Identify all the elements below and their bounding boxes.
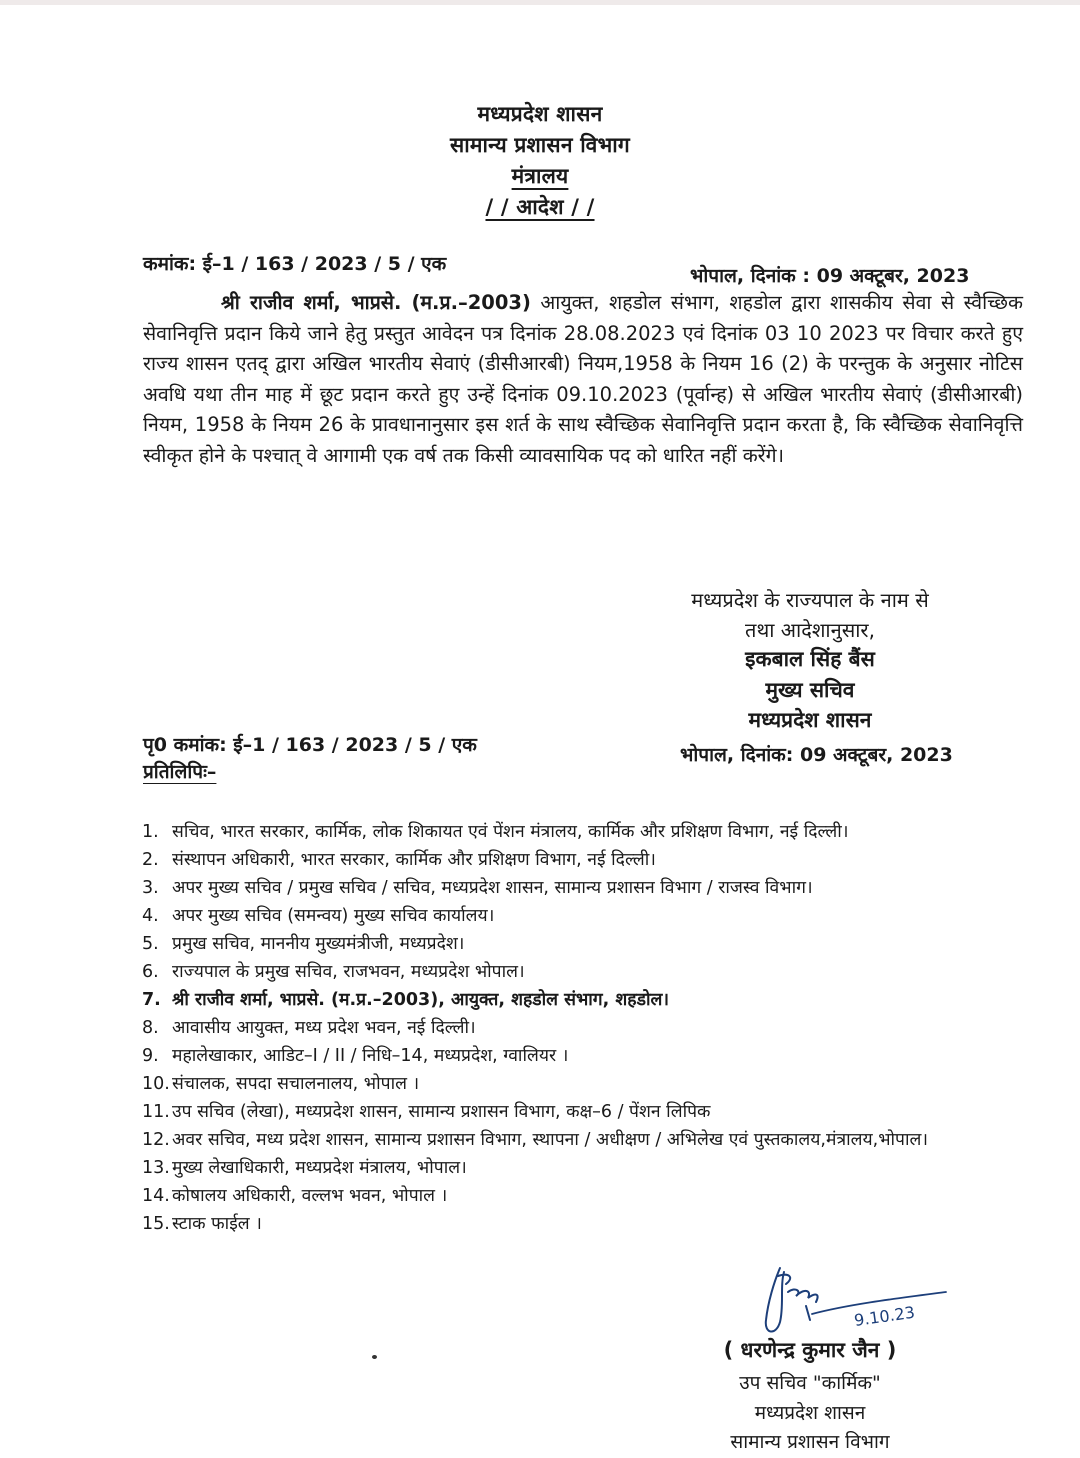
copy-list-item-number: 8. (142, 1018, 159, 1038)
header-ministry: मंत्रालय (511, 164, 569, 188)
authority-line2: तथा आदेशानुसार, (745, 618, 875, 642)
signatory-name: ( धरणेन्द्र कुमार जैन ) (723, 1338, 897, 1362)
copy-list-item-text: अवर सचिव, मध्य प्रदेश शासन, सामान्य प्रशासन विभाग, स्थापना / अधीक्षण / अभिलेख एवं पुस्तकालय,मंत्रालय,भोपाल। (172, 1130, 929, 1150)
body-lead: श्री राजीव शर्मा, भाप्रसे. (म.प्र.–2003) (221, 291, 531, 314)
copy-list-item-text: स्टाक फाईल । (172, 1214, 262, 1234)
signature-date: 9.10.23 (852, 1302, 917, 1330)
copy-list-item-text: कोषालय अधिकारी, वल्लभ भवन, भोपाल । (172, 1186, 448, 1206)
copy-list-item-number: 1. (142, 822, 159, 842)
copy-list-item-number: 5. (142, 934, 159, 954)
copy-list-item-number: 15. (142, 1214, 170, 1234)
copy-list-item-number: 9. (142, 1046, 159, 1066)
copy-list-item (142, 818, 1027, 846)
copy-list-item-number: 7. (142, 990, 161, 1010)
copy-list-item-text: उप सचिव (लेखा), मध्यप्रदेश शासन, सामान्य प्रशासन विभाग, कक्ष–6 / पेंशन लिपिक (172, 1102, 711, 1122)
signatory-designation: उप सचिव "कार्मिक" (739, 1372, 881, 1394)
copy-list-item-number: 2. (142, 850, 159, 870)
copy-list-item (142, 930, 1027, 958)
copy-list-item (142, 1098, 1027, 1126)
copy-list-item-number: 3. (142, 878, 159, 898)
speck (372, 1355, 377, 1359)
copy-list-item-number: 11. (142, 1102, 170, 1122)
copy-list-item-text: महालेखाकार, आडिट–I / II / निधि–14, मध्यप्रदेश, ग्वालियर । (172, 1046, 569, 1066)
authority-office: मध्यप्रदेश शासन (748, 708, 872, 732)
authority-line1: मध्यप्रदेश के राज्यपाल के नाम से (691, 588, 929, 612)
copy-list-item-text: संस्थापन अधिकारी, भारत सरकार, कार्मिक और प्रशिक्षण विभाग, नई दिल्ली। (172, 850, 656, 870)
copy-list-item (142, 1042, 1027, 1070)
handwritten-signature (750, 1262, 960, 1342)
copy-list-item-number: 13. (142, 1158, 170, 1178)
header-department: सामान्य प्रशासन विभाग (450, 133, 630, 157)
copy-list-item (142, 986, 1027, 1014)
copy-list-item-text: श्री राजीव शर्मा, भाप्रसे. (म.प्र.–2003), आयुक्त, शहडोल संभाग, शहडोल। (172, 990, 669, 1010)
header-govt: मध्यप्रदेश शासन (477, 102, 603, 126)
top-border (0, 0, 1080, 5)
signatory-office1: मध्यप्रदेश शासन (754, 1402, 866, 1424)
copy-list-item-text: अपर मुख्य सचिव / प्रमुख सचिव / सचिव, मध्यप्रदेश शासन, सामान्य प्रशासन विभाग / राजस्व विभाग। (172, 878, 813, 898)
copy-list-item-text: प्रमुख सचिव, माननीय मुख्यमंत्रीजी, मध्यप्रदेश। (172, 934, 465, 954)
copy-label: प्रतिलिपिः– (143, 761, 217, 783)
copy-list-item (142, 1070, 1027, 1098)
signatory-office2: सामान्य प्रशासन विभाग (730, 1431, 890, 1453)
copy-list-item (142, 1154, 1027, 1182)
copy-list-item-text: मुख्य लेखाधिकारी, मध्यप्रदेश मंत्रालय, भोपाल। (172, 1158, 467, 1178)
copy-list-item-text: सचिव, भारत सरकार, कार्मिक, लोक शिकायत एवं पेंशन मंत्रालय, कार्मिक और प्रशिक्षण विभाग, नई दिल्ली। (172, 822, 849, 842)
copy-list-item-text: संचालक, सपदा सचालनालय, भोपाल । (172, 1074, 420, 1094)
order-place-date: भोपाल, दिनांक : 09 अक्टूबर, 2023 (690, 265, 970, 287)
copy-list-item (142, 1014, 1027, 1042)
copy-list-item-number: 4. (142, 906, 159, 926)
copy-list-item-number: 6. (142, 962, 159, 982)
copy-list-item (142, 874, 1027, 902)
copy-list-item-number: 14. (142, 1186, 170, 1206)
order-number: कमांक: ई–1 / 163 / 2023 / 5 / एक (143, 253, 447, 275)
copy-list-item (142, 902, 1027, 930)
copy-list-item (142, 958, 1027, 986)
authority-name: इकबाल सिंह बैंस (745, 647, 875, 671)
body-text: आयुक्त, शहडोल संभाग, शहडोल द्वारा शासकीय सेवा से स्वैच्छिक सेवानिवृत्ति प्रदान किये जाने हेतु प्रस्तुत आवेदन पत्र दिनांक 28.08.2023 एवं दिनांक 03 10 2023 पर विचार करते हुए राज्य शासन एतद् द्वारा अखिल भारतीय सेवाएं (डीसीआरबी) नियम,1958 के नियम 16 (2) के परन्तुक के अनुसार नोटिस अवधि यथा तीन माह में छूट प्रदान करते हुए उन्हें दिनांक 09.10.2023 (पूर्वान्ह) से अखिल भारतीय सेवाएं (डीसीआरबी) नियम, 1958 के नियम 26 के प्रावधानानुसार इस शर्त के साथ स्वैच्छिक सेवानिवृत्ति प्रदान करता है, कि स्वैच्छिक सेवानिवृत्ति स्वीकृत होने के पश्चात् वे आगामी एक वर्ष तक किसी व्यावसायिक पद को धारित नहीं करेंगे। (143, 291, 1023, 467)
copy-list-item-number: 12. (142, 1130, 170, 1150)
copy-list (142, 818, 1027, 1238)
copy-list-item (142, 1126, 1027, 1154)
copy-list-item-text: आवासीय आयुक्त, मध्य प्रदेश भवन, नई दिल्ली। (172, 1018, 476, 1038)
copy-ref-place-date: भोपाल, दिनांक: 09 अक्टूबर, 2023 (680, 744, 953, 766)
order-body (143, 288, 1023, 472)
copy-list-item (142, 846, 1027, 874)
authority-designation: मुख्य सचिव (765, 678, 855, 702)
copy-ref-number: पृ0 कमांक: ई–1 / 163 / 2023 / 5 / एक (143, 734, 477, 756)
copy-list-item-number: 10. (142, 1074, 170, 1094)
copy-list-item-text: अपर मुख्य सचिव (समन्वय) मुख्य सचिव कार्यालय। (172, 906, 495, 926)
copy-list-item (142, 1210, 1027, 1238)
copy-list-item (142, 1182, 1027, 1210)
copy-list-item-text: राज्यपाल के प्रमुख सचिव, राजभवन, मध्यप्रदेश भोपाल। (172, 962, 525, 982)
document-title: / / आदेश / / (485, 195, 595, 219)
